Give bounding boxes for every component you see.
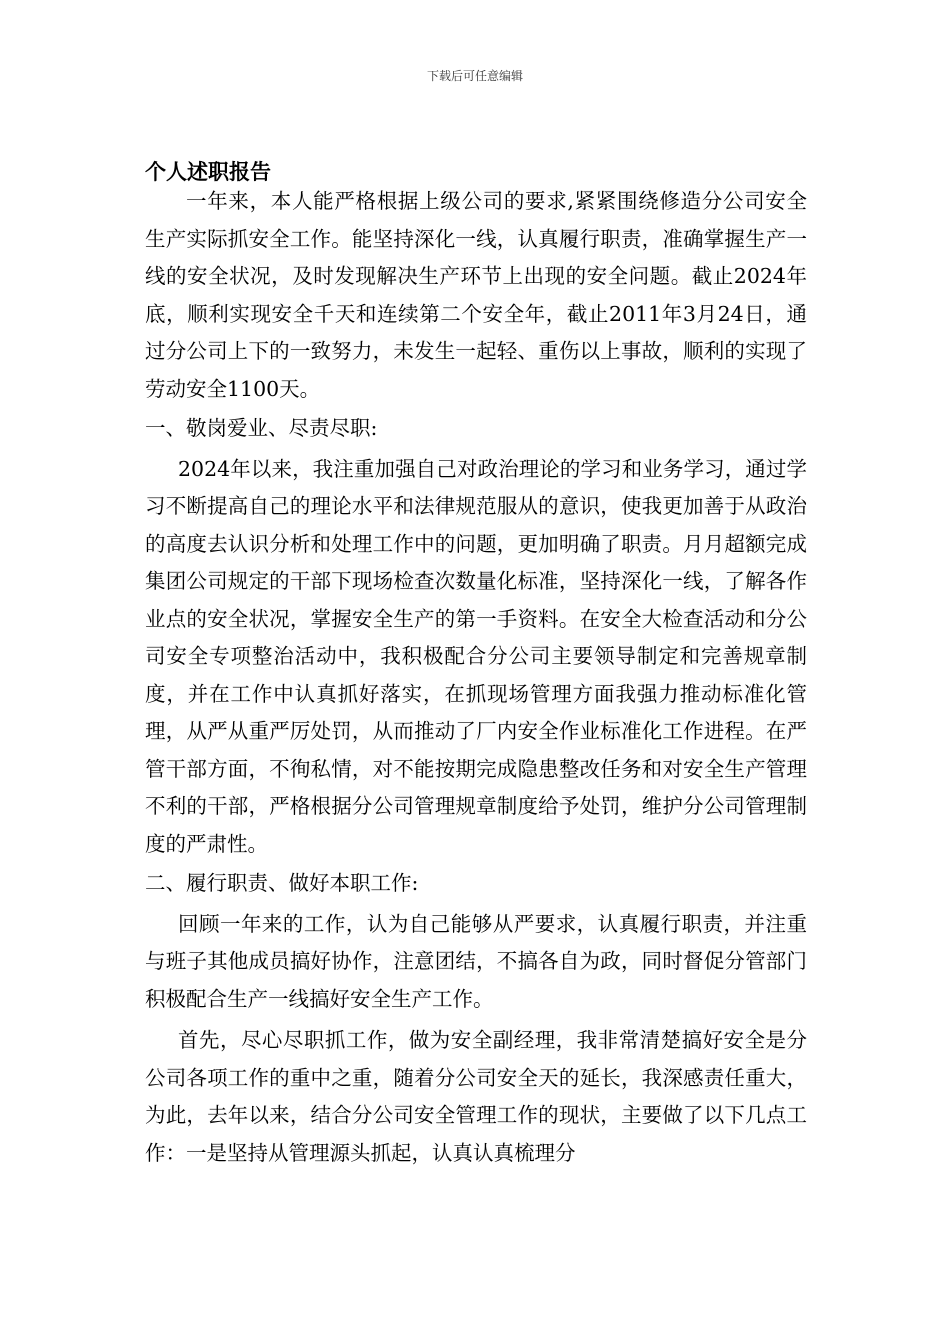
section-2-paragraph-1: 回顾一年来的工作，认为自己能够从严要求，认真履行职责，并注重与班子其他成员搞好协作，注意团结，不搞各自为政，同时督促分管部门积极配合生产一线搞好安全生产工作。 [145,911,807,1011]
section-2-paragraph-2: 首先，尽心尽职抓工作，做为安全副经理，我非常清楚搞好安全是分公司各项工作的重中之重，随着分公司安全天的延长，我深感责任重大，为此，去年以来，结合分公司安全管理工作的现状，主要做了以下几点工作：一是坚持从管理源头抓起，认真认真梳理分 [145,1028,807,1165]
section-1-paragraph: 2024年以来，我注重加强自己对政治理论的学习和业务学习，通过学习不断提高自己的理论水平和法律规范服从的意识，使我更加善于从政治的高度去认识分析和处理工作中的问题，更加明确了职责。月月超额完成集团公司规定的干部下现场检查次数量化标准，坚持深化一线，了解各作业点的安全状况，掌握安全生产的第一手资料。在安全大检查活动和分公司安全专项整治活动中，我积极配合分公司主要领导制定和完善规章制度，并在工作中认真抓好落实，在抓现场管理方面我强力推动标准化管理，从严从重严厉处罚，从而推动了厂内安全作业标准化工作进程。在严管干部方面，不徇私情，对不能按期完成隐患整改任务和对安全生产管理不利的干部，严格根据分公司管理规章制度给予处罚，维护分公司管理制度的严肃性。 [145,456,807,856]
section-1-heading: 一、敬岗爱业、尽责尽职: [145,416,378,440]
document-body [145,183,807,1172]
intro-paragraph: 一年来，本人能严格根据上级公司的要求,紧紧围绕修造分公司安全生产实际抓安全工作。能坚持深化一线，认真履行职责，准确掌握生产一线的安全状况，及时发现解决生产环节上出现的安全问题。截止2024年底，顺利实现安全千天和连续第二个安全年，截止2011年3月24日，通过分公司上下的一致努力，未发生一起轻、重伤以上事故，顺利的实现了劳动安全1100天。 [145,189,807,401]
section-2-heading: 二、履行职责、做好本职工作: [145,871,419,895]
document-title: 个人述职报告 [145,160,271,184]
page-header-note: 下载后可任意编辑 [426,69,523,83]
